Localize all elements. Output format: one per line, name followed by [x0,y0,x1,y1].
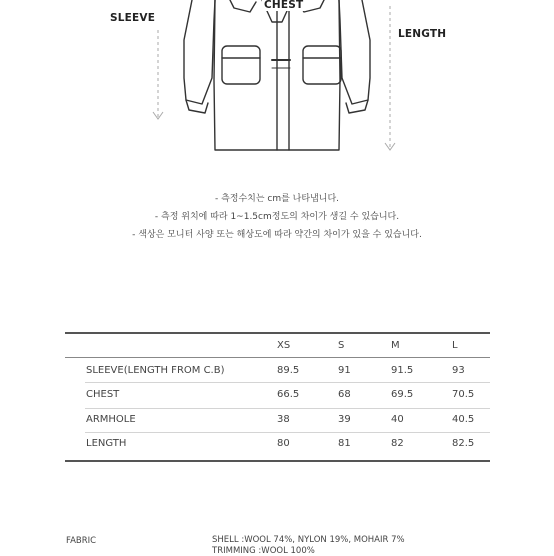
table-row-rule [85,408,490,409]
table-cell: 66.5 [277,389,300,400]
table-header-rule [65,357,490,358]
table-cell: 69.5 [391,389,414,400]
table-cell: 70.5 [452,389,475,400]
table-cell: 80 [277,438,290,449]
chest-label: CHEST [264,0,304,11]
column-header-m: M [391,340,400,351]
table-cell: 68 [338,389,351,400]
table-cell: 91.5 [391,365,414,376]
note-line: - 측정 위치에 따라 1~1.5cm정도의 차이가 생길 수 있습니다. [154,212,400,222]
table-row-rule [85,382,490,383]
table-cell: 40.5 [452,414,475,425]
row-label-armhole: ARMHOLE [86,414,136,425]
coat-diagram [0,0,554,160]
table-bottom-rule [65,460,490,462]
measurement-notes [0,190,554,244]
length-label: LENGTH [398,28,447,40]
note-line: - 측정수치는 cm를 나타냅니다. [214,194,340,204]
column-header-xs: XS [277,340,291,351]
note-line: - 색상은 모니터 사양 또는 해상도에 따라 약간의 차이가 있을 수 있습니다. [132,230,422,240]
sleeve-label: SLEEVE [110,12,156,24]
table-cell: 38 [277,414,290,425]
table-cell: 82 [391,438,404,449]
column-header-s: S [338,340,345,351]
fabric-label: FABRIC [66,536,97,546]
table-cell: 93 [452,365,465,376]
table-cell: 81 [338,438,351,449]
table-row-rule [85,432,490,433]
fabric-shell: SHELL :WOOL 74%, NYLON 19%, MOHAIR 7% [212,535,405,545]
row-label-chest: CHEST [86,389,120,400]
row-label-sleeve: SLEEVE(LENGTH FROM C.B) [86,365,225,376]
table-cell: 39 [338,414,351,425]
coat-illustration [0,0,554,160]
table-cell: 91 [338,365,351,376]
table-cell: 82.5 [452,438,475,449]
table-cell: 89.5 [277,365,300,376]
row-label-length: LENGTH [86,438,127,449]
column-header-l: L [452,340,458,351]
table-cell: 40 [391,414,404,425]
fabric-trimming: TRIMMING :WOOL 100% [212,546,315,556]
table-top-rule [65,332,490,334]
